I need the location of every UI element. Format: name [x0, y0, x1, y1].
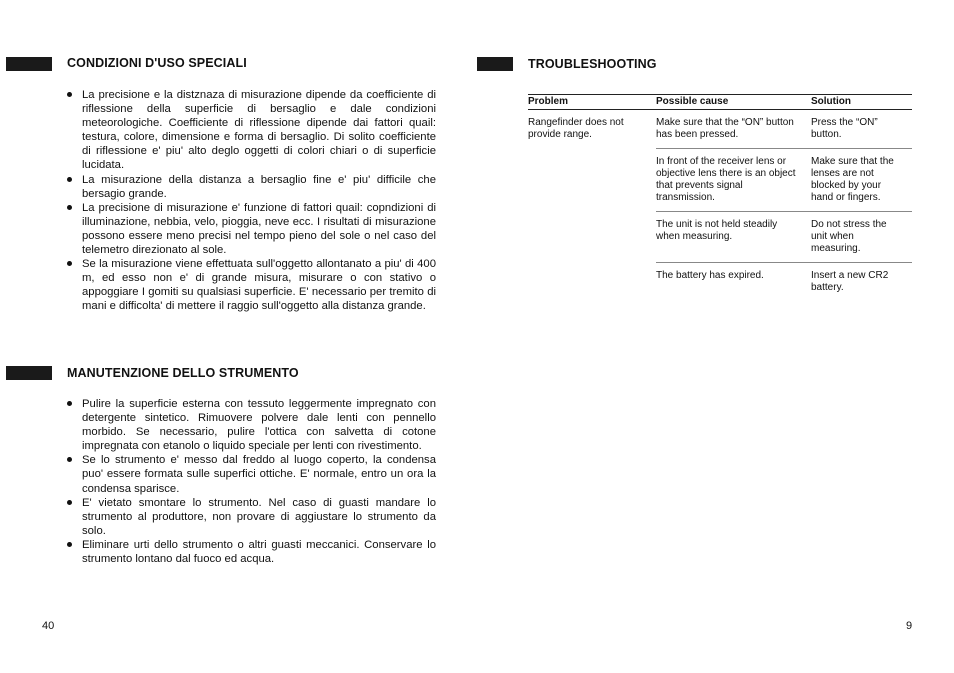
cell-cause: The battery has expired. [656, 270, 764, 281]
list-item: La misurazione della distanza a bersaglio fine e' piu' difficile che bersagio grande. [67, 173, 436, 201]
list-item: La precisione di misurazione e' funzione di fattori quail: copndizioni di illuminazione, nebbia, velo, pioggia, neve ecc. I risultati di misurazione possono essere meno precisi nel tempo pieno del sole o nel caso del telemetro direzionato al sole. [67, 201, 436, 257]
section-marker-bar [6, 57, 52, 71]
column-header-solution: Solution [811, 95, 912, 110]
column-header-problem: Problem [528, 95, 656, 110]
special-conditions-list [67, 88, 436, 314]
section-title-troubleshooting: TROUBLESHOOTING [528, 57, 657, 71]
cell-cause: Make sure that the “ON” button has been pressed. [656, 110, 811, 149]
cell-cause: The unit is not held steadily when measuring. [656, 212, 811, 263]
list-item: Se lo strumento e' messo dal freddo al luogo coperto, la condensa puo' essere formata sulle superfici ottiche. E' normale, entro un ora la condensa sparisce. [67, 453, 436, 495]
bullet-icon [67, 542, 72, 547]
list-item: La precisione e la distznaza di misurazione dipende da coefficiente di riflessione della superficie di bersaglio e dale condizioni meteorologiche. Coefficiente di riflessione dipende dai fattori quail: testura, colore, dimensione e forma di bersaglio. Di solito coefficiente di riflessione e' piu' alto deglo oggetti di colori chiari o di superficie lucidata. [67, 88, 436, 173]
column-header-cause: Possible cause [656, 95, 811, 110]
right-page [477, 0, 954, 673]
list-item: Se la misurazione viene effettuata sull'oggetto allontanato a piu' di 400 m, ed esso non e' di grande misura, misurare o con stativo o appoggiare I gomiti su qualsiasi superficie. E' necessario per tremito di mani e difficolta' di mettere il raggio sull'oggetto alla distanza grande. [67, 257, 436, 313]
bullet-icon [67, 401, 72, 406]
page-number: 9 [906, 620, 913, 632]
troubleshooting-table [528, 94, 912, 301]
cell-solution: Press the “ON” button. [811, 110, 912, 149]
bullet-icon [67, 261, 72, 266]
table-row [528, 212, 912, 263]
section-title-special-conditions: CONDIZIONI D'USO SPECIALI [67, 56, 247, 70]
page-number: 40 [42, 620, 55, 632]
cell-cause: In front of the receiver lens or objective lens there is an object that prevents signal transmission. [656, 149, 811, 212]
cell-problem [528, 263, 656, 302]
table-row [528, 110, 912, 149]
cell-problem [528, 212, 656, 263]
cell-solution: Do not stress the unit when measuring. [811, 212, 912, 263]
bullet-icon [67, 92, 72, 97]
section-title-maintenance: MANUTENZIONE DELLO STRUMENTO [67, 366, 299, 380]
section-marker-bar [6, 366, 52, 380]
list-item: Eliminare urti dello strumento o altri guasti meccanici. Conservare lo strumento lontano dal fuoco ed acqua. [67, 538, 436, 566]
bullet-icon [67, 177, 72, 182]
cell-solution: Insert a new CR2 battery. [811, 270, 889, 293]
table-row [528, 263, 912, 302]
bullet-icon [67, 457, 72, 462]
cell-problem: Rangefinder does not provide range. [528, 117, 624, 140]
bullet-icon [67, 500, 72, 505]
list-item: Pulire la superficie esterna con tessuto leggermente impregnato con detergente sintetico. Rimuovere polvere dale lenti con pennello morbido. Se necessario, pulire l'ottica con salvetta di cotone impregnata con etanolo o liquido speciale per lenti con rivestimento. [67, 397, 436, 453]
section-marker-bar [477, 57, 513, 71]
cell-problem [528, 149, 656, 212]
cell-solution: Make sure that the lenses are not blocked by your hand or fingers. [811, 149, 912, 212]
table-row [528, 149, 912, 212]
list-item: E' vietato smontare lo strumento. Nel caso di guasti mandare lo strumento al produttore, non provare di aggiustare lo strumento da solo. [67, 496, 436, 538]
bullet-icon [67, 205, 72, 210]
table-header-row [528, 95, 912, 110]
maintenance-list [67, 397, 436, 566]
